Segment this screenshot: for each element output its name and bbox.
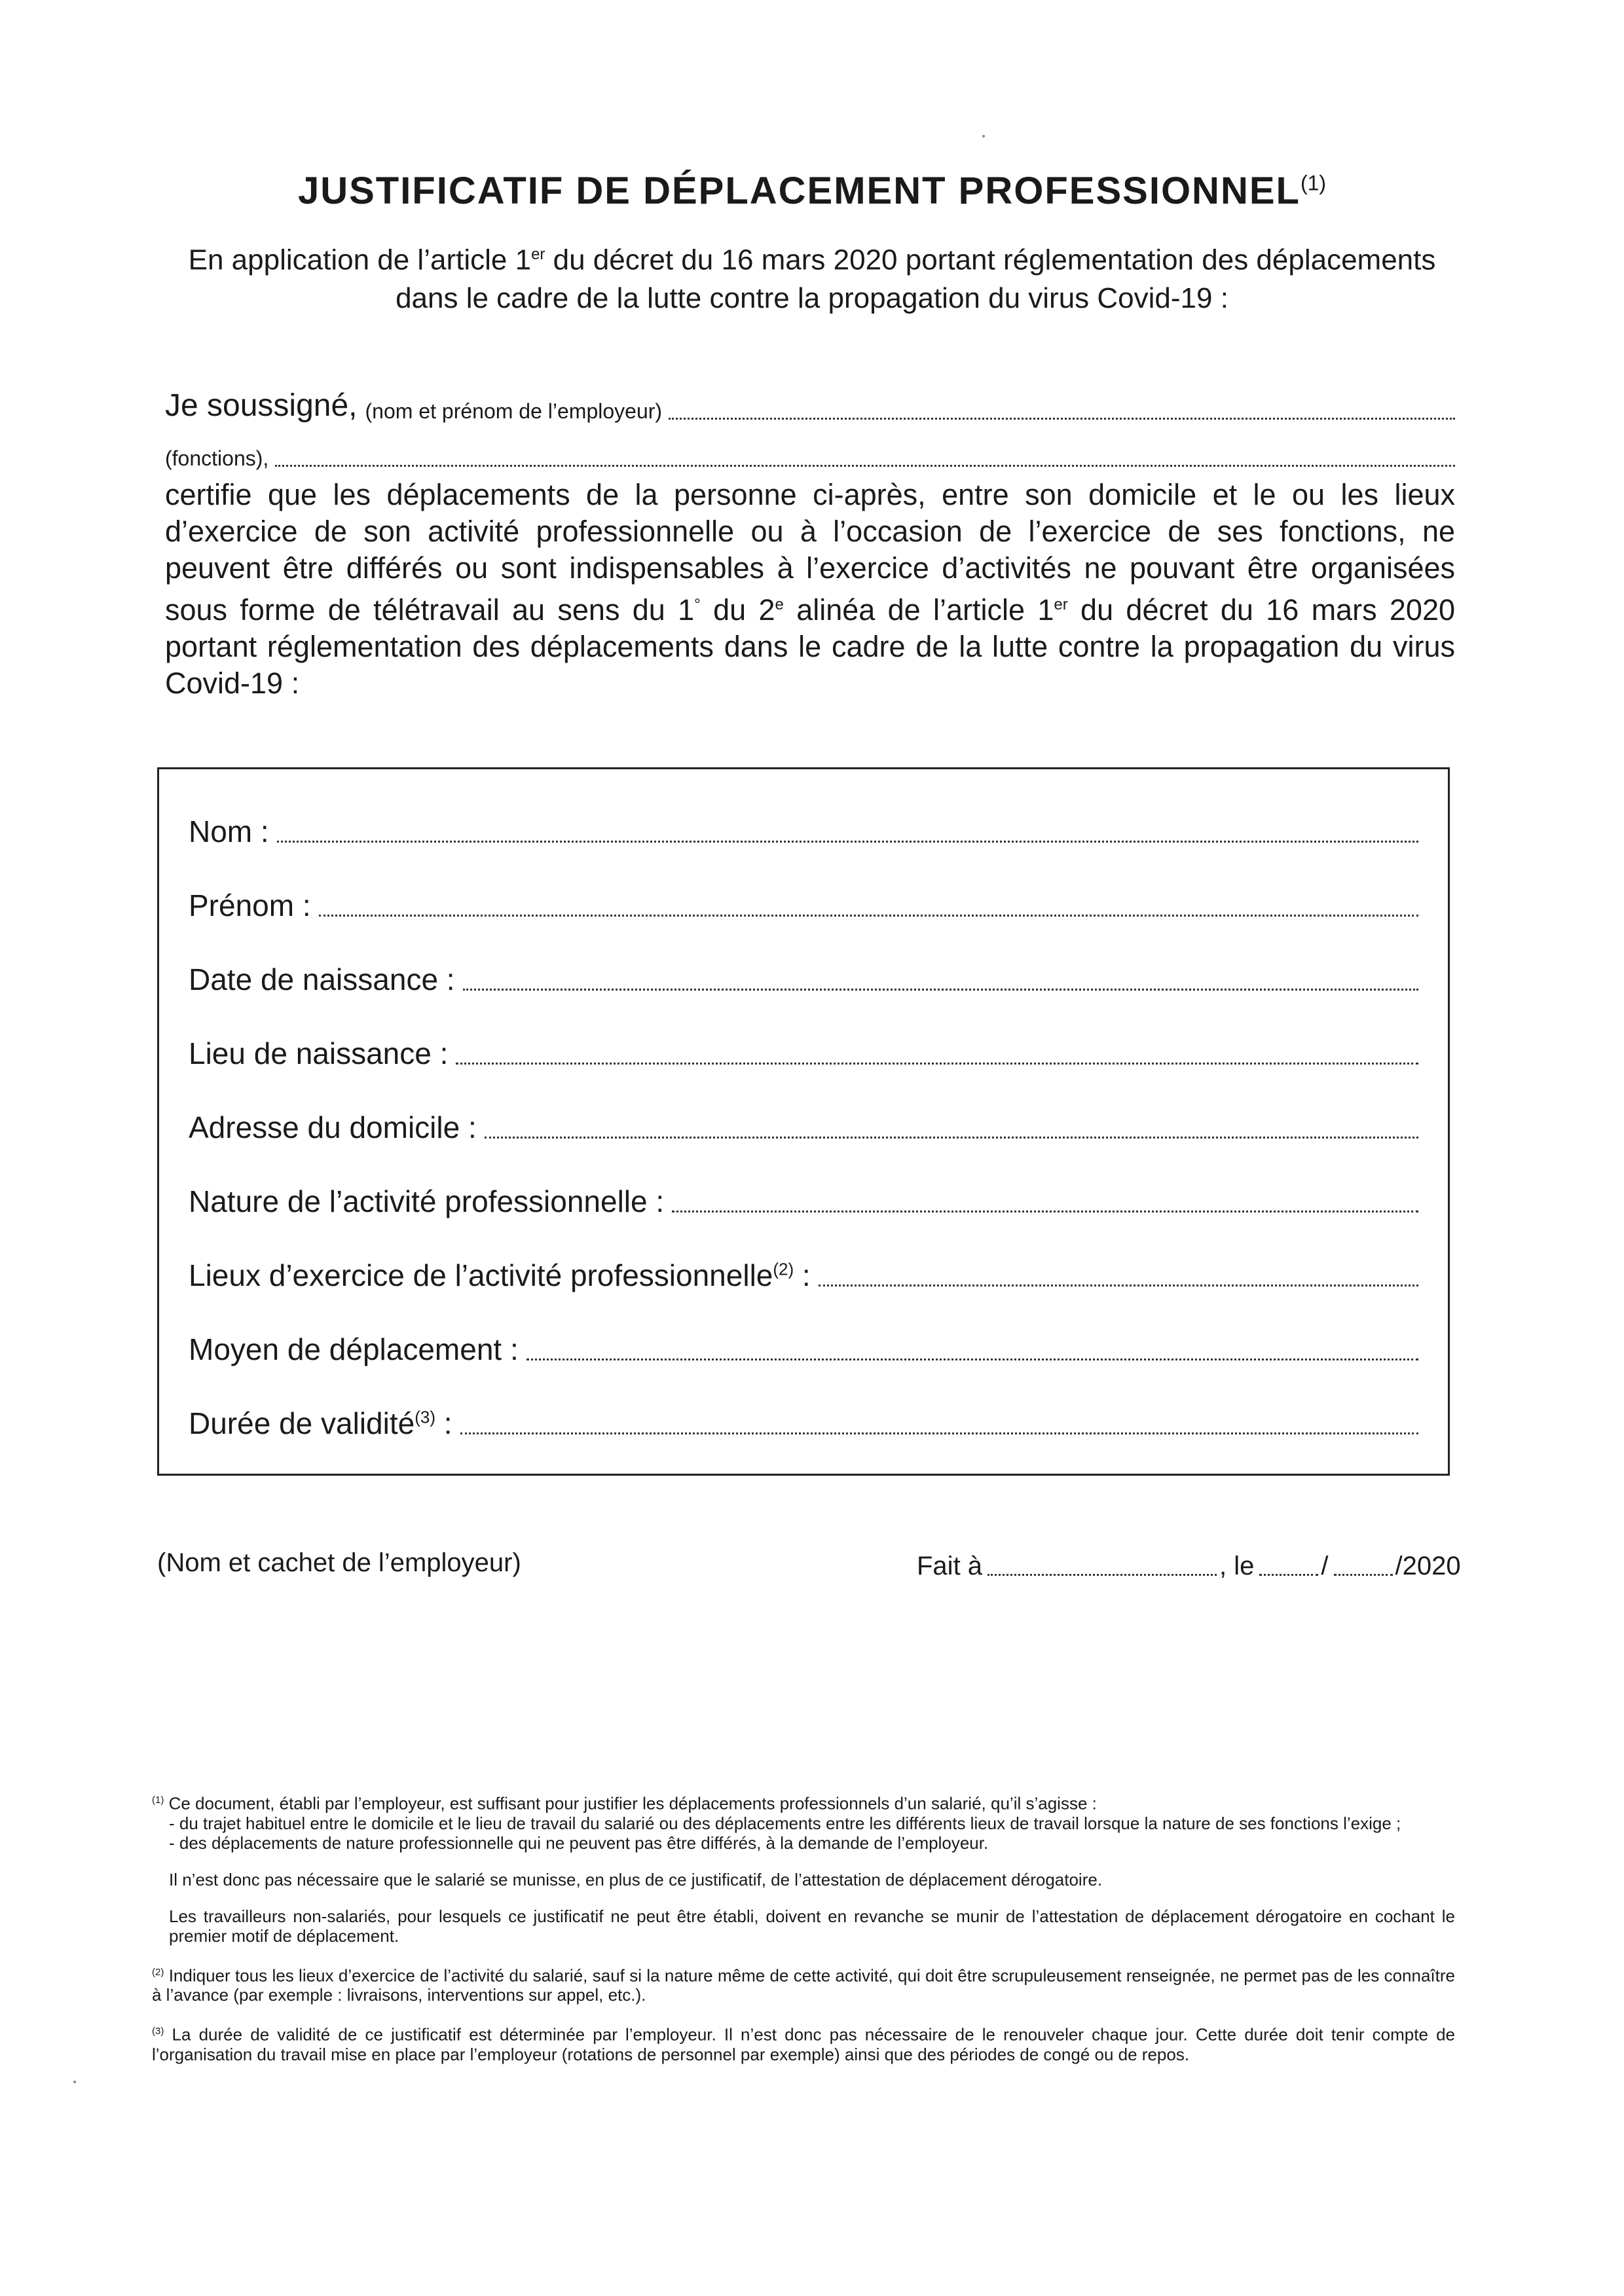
field-nom-label: Nom : [189,814,269,848]
soussigne-line[interactable] [165,388,1455,424]
field-nom-input[interactable] [277,841,1418,843]
field-moyen-deplacement-label: Moyen de déplacement : [189,1332,519,1366]
field-adresse-label: Adresse du domicile : [189,1110,477,1144]
field-prenom-label: Prénom : [189,888,311,922]
scan-speck [73,2081,76,2083]
field-date-naissance-label: Date de naissance : [189,962,455,996]
field-lieux-exercice-label: Lieux d’exercice de l’activité professionnelle$^{(2)}$ : [189,1258,811,1292]
subtitle: En application de l’article 1er du décret du 16 mars 2020 portant réglementation des déplacements dans le cadre de la lutte contre la propagation du virus Covid-19 : [188,244,1436,314]
fait-slash: / [1321,1552,1329,1580]
field-moyen-deplacement[interactable] [189,1321,1418,1367]
field-duree-validite-label: Durée de validité$^{(3)}$ : [189,1406,452,1440]
field-moyen-deplacement-input[interactable] [526,1358,1418,1360]
footnote-2: $^{(2)}$ Indiquer tous les lieux d’exercice de l’activité du salarié, sauf si la nature même de cette activité, qui doit être scrupuleusement renseignée, ne permet pas de les connaître à l’avance (par exemple : livraisons, interventions sur appel, etc.). [152,1965,1455,2005]
scan-speck [982,135,985,137]
employee-info-box [157,767,1450,1476]
employer-stamp-label: (Nom et cachet de l’employeur) [157,1548,521,1577]
fait-month-field[interactable] [1334,1569,1393,1576]
page-title: JUSTIFICATIF DE DÉPLACEMENT PROFESSIONNEL$^{(1)}$ [297,170,1327,212]
fait-a-place-field[interactable] [987,1569,1217,1576]
field-prenom[interactable] [189,877,1418,923]
field-duree-validite-input[interactable] [460,1432,1418,1434]
fonctions-line[interactable] [165,446,1455,471]
footnote-1-para-2: Il n’est donc pas nécessaire que le salarié se munisse, en plus de ce justificatif, de l’attestation de déplacement dérogatoire. [169,1869,1103,1889]
field-nom[interactable] [189,803,1418,849]
soussigne-label: Je soussigné, [165,388,358,423]
field-lieu-naissance-label: Lieu de naissance : [189,1036,449,1070]
field-nature-activite-label: Nature de l’activité professionnelle : [189,1184,665,1218]
field-adresse-input[interactable] [485,1137,1418,1139]
soussigne-hint: (nom et prénom de l’employeur) [365,399,663,423]
field-prenom-input[interactable] [319,915,1418,917]
footnote-1-para-3: Les travailleurs non-salariés, pour lesquels ce justificatif ne peut être établi, doivent en revanche se munir de l’attestation de déplacement dérogatoire en cochant le premier motif de déplacement. [169,1906,1455,1946]
field-date-naissance-input[interactable] [463,989,1418,991]
fonctions-field[interactable] [275,458,1455,467]
field-duree-validite[interactable] [189,1395,1418,1441]
employer-name-field[interactable] [669,411,1455,420]
field-adresse[interactable] [189,1099,1418,1145]
field-lieu-naissance[interactable] [189,1025,1418,1071]
field-nature-activite-input[interactable] [672,1211,1418,1212]
field-lieux-exercice[interactable] [189,1247,1418,1293]
footnote-3: $^{(3)}$ La durée de validité de ce justificatif est déterminée par l’employeur. Il n’est donc pas nécessaire de le renouveler chaque jour. Cette durée doit tenir compte de l’organisation du travail mise en place par l’employeur (rotations de personnel par exemple) ainsi que des périodes de congé ou de repos. [152,2024,1455,2064]
certification-text: certifie que les déplacements de la personne ci-après, entre son domicile et le ou les lieux d’exercice de son activité professionnelle ou à l’occasion de l’exercice de ses fonctions, ne peuvent être différés ou sont indispensables à l’exercice d’activités ne pouvant être organisées sous forme de télétravail au sens du 1° du 2e alinéa de l’article 1er du décret du 16 mars 2020 portant réglementation des déplacements dans le cadre de la lutte contre la propagation du virus Covid-19 : [165,478,1455,700]
field-lieu-naissance-input[interactable] [456,1063,1418,1065]
field-date-naissance[interactable] [189,951,1418,997]
footnotes [152,1791,1455,2081]
field-lieux-exercice-input[interactable] [819,1285,1418,1286]
fait-le-label: , le [1219,1552,1255,1580]
fait-a-label: Fait à [917,1552,983,1580]
footnote-1: $^{(1)}$ Ce document, établi par l’employeur, est suffisant pour justifier les déplacements professionnels d’un salarié, qu’il s’agisse : - du trajet habituel entre le domicile et le lieu de travail du salarié ou des déplacements entre les différents lieux de travail lorsque la nature de ses fonctions l’exige ; - des déplacements de nature professionnelle qui ne peuvent pas être différés, à la demande de l’employeur. [152,1793,1401,1853]
fait-a-line[interactable] [917,1552,1461,1581]
fait-day-field[interactable] [1259,1569,1318,1576]
fonctions-label: (fonctions), [165,446,269,470]
field-nature-activite[interactable] [189,1173,1418,1219]
fait-year-label: /2020 [1395,1552,1461,1580]
